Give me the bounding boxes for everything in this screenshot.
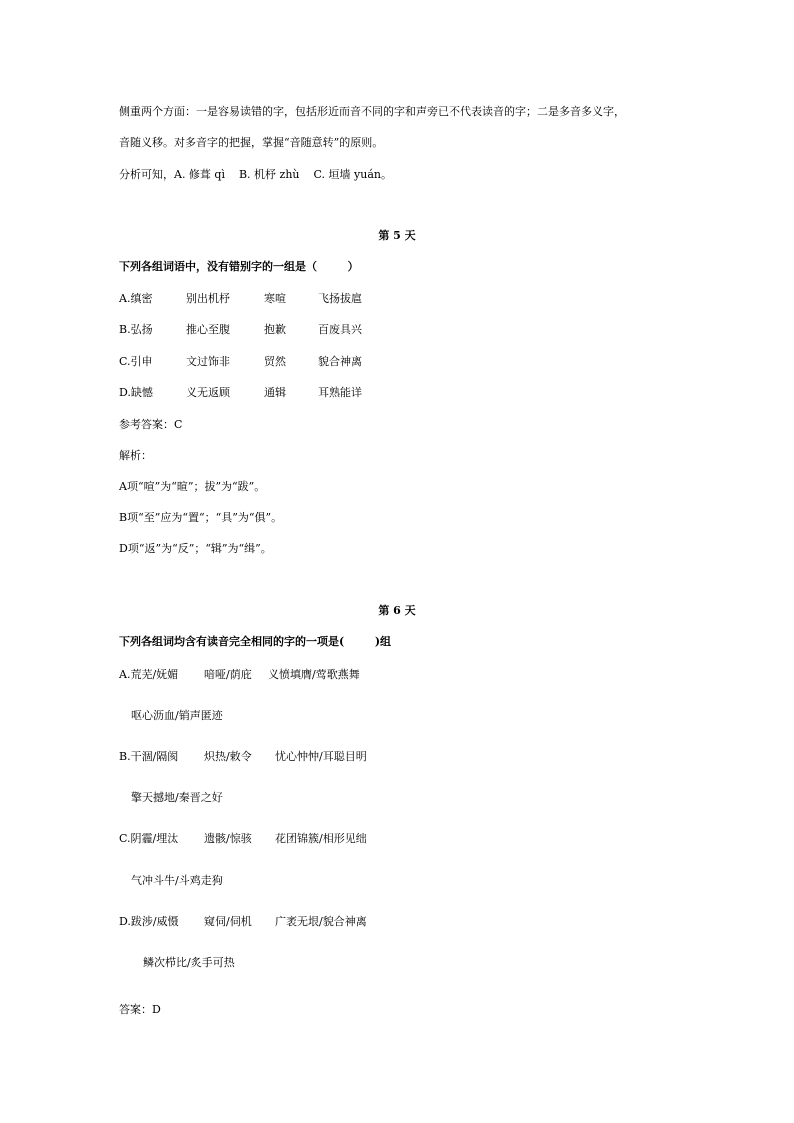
option-label: D.缺憾 [119,386,153,399]
option-word: 炽热/敕令 [204,750,252,763]
option-word: 忧心忡忡/耳聪目明 [275,750,367,763]
option-word: 义愤填膺/莺歌燕舞 [268,668,360,681]
option-label: A.荒芜/妩媚 [119,668,179,681]
option-continuation: 呕心沥血/销声匿迹 [131,709,223,722]
day5-analysis-line: B项“至”应为“置“；“具”为“俱”。 [119,511,283,524]
option-word: 通辑 [264,386,286,399]
option-word: 推心至腹 [186,323,230,336]
day5-question: 下列各组词语中，没有错别字的一组是（ ） [119,260,359,273]
option-word: 遗骸/惊骇 [204,832,252,845]
option-word: 抱歉 [264,323,286,336]
option-word: 贸然 [264,355,286,368]
day5-analysis-line: D项“返”为“反”；“辑”为“缉”。 [119,542,272,555]
option-label: C.阴霾/埋汰 [119,832,179,845]
intro-line-3: 分析可知，A. 修葺 qì B. 机杼 zhù C. 垣墙 yuán。 [119,168,392,181]
option-word: 喑哑/荫庇 [204,668,252,681]
option-word: 貌合神离 [318,355,362,368]
day6-answer: 答案：D [119,1003,161,1016]
option-continuation: 擎天撼地/秦晋之好 [131,791,223,804]
option-word: 文过饰非 [186,355,230,368]
option-continuation: 鳞次栉比/炙手可热 [143,956,235,969]
intro-line-2: 音随义移。对多音字的把握，掌握“音随意转”的原则。 [119,136,384,149]
option-label: A.缜密 [119,292,153,305]
option-label: C.引申 [119,355,153,368]
option-label: D.跋涉/威慑 [119,915,179,928]
option-word: 别出机杼 [186,292,230,305]
day5-answer: 参考答案：C [119,418,183,431]
day5-analysis-label: 解析： [119,449,152,462]
option-word: 百废具兴 [318,323,362,336]
option-label: B.干涸/隔阂 [119,750,179,763]
option-word: 寒喧 [264,292,286,305]
day6-title: 第 6 天 [378,604,416,617]
intro-line-1: 侧重两个方面：一是容易读错的字，包括形近而音不同的字和声旁已不代表读音的字；二是多音多义字， [119,105,625,118]
day5-title: 第 5 天 [378,229,416,242]
option-word: 窥伺/伺机 [204,915,252,928]
option-word: 花团锦簇/相形见绌 [275,832,367,845]
option-word: 耳熟能详 [318,386,362,399]
option-word: 广袤无垠/貌合神离 [275,915,367,928]
option-continuation: 气冲斗牛/斗鸡走狗 [131,874,223,887]
day6-question: 下列各组词均含有读音完全相同的字的一项是( )组 [119,635,392,648]
day5-analysis-line: A项“喧”为“暄”；拔”为“跋”。 [119,480,266,493]
option-word: 义无返顾 [186,386,230,399]
option-word: 飞扬拔扈 [318,292,362,305]
option-label: B.弘扬 [119,323,153,336]
